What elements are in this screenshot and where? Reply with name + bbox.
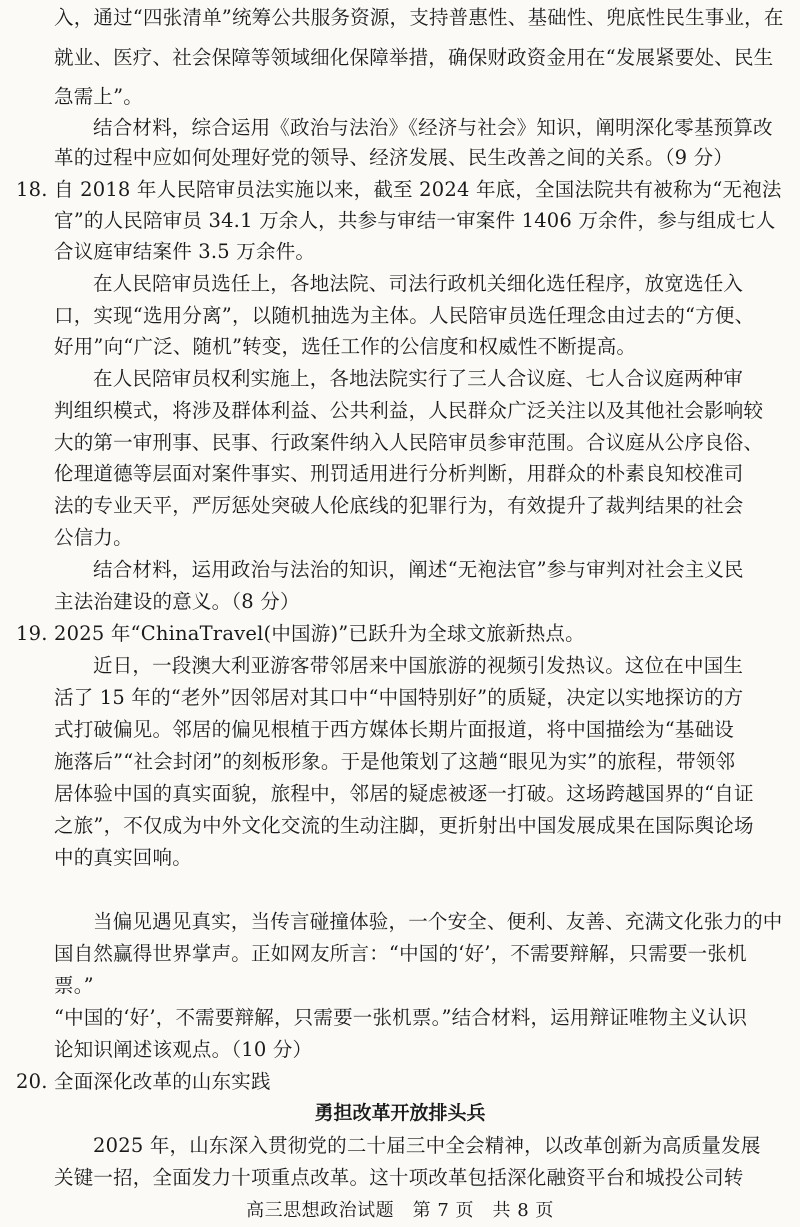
text-line: 2025 年，山东深入贯彻党的二十届三中全会精神，以改革创新为高质量发展 xyxy=(93,1134,761,1157)
page-footer: 高三思想政治试题 第 7 页 共 8 页 xyxy=(246,1200,554,1221)
text-line: 论知识阐述该观点。（10 分） xyxy=(54,1038,313,1061)
text-line: 法的专业天平，严厉惩处突破人伦底线的犯罪行为，有效提升了裁判结果的社会 xyxy=(54,494,744,517)
text-line: 革的过程中应如何处理好党的领导、经济发展、民生改善之间的关系。（9 分） xyxy=(54,146,734,169)
text-line: 式打破偏见。邻居的偏见根植于西方媒体长期片面报道，将中国描绘为“基础设 xyxy=(54,718,734,741)
text-line: 在人民陪审员权利实施上，各地法院实行了三人合议庭、七人合议庭两种审 xyxy=(93,367,744,390)
text-line: 活了 15 年的“老外”因邻居对其口中“中国特别好”的质疑，决定以实地探访的方 xyxy=(54,686,744,709)
text-line: 急需上”。 xyxy=(54,85,143,108)
text-line: 之旅”，不仅成为中外文化交流的生动注脚，更折射出中国发展成果在国际舆论场 xyxy=(54,814,754,837)
text-line: 合议庭审结案件 3.5 万余件。 xyxy=(54,240,316,263)
text-line: 结合材料，综合运用《政治与法治》《经济与社会》知识，阐明深化零基预算改 xyxy=(93,116,773,139)
text-line: 好用”向“广泛、随机”转变，选任工作的公信度和权威性不断提高。 xyxy=(54,335,637,358)
text-line: 结合材料，运用政治与法治的知识，阐述“无袍法官”参与审判对社会主义民 xyxy=(93,558,744,581)
text-line: 施落后”“社会封闭”的刻板形象。于是他策划了这趟“眼见为实”的旅程，带领邻 xyxy=(54,750,736,773)
text-line: 在人民陪审员选任上，各地法院、司法行政机关细化选任程序，放宽选任入 xyxy=(93,272,744,295)
text-line: “中国的‘好’，不需要辩解，只需要一张机票。”结合材料，运用辩证唯物主义认识 xyxy=(54,1006,748,1029)
text-line: 居体验中国的真实面貌，旅程中，邻居的疑虑被逐一打破。这场跨越国界的“自证 xyxy=(54,782,754,805)
text-line: 公信力。 xyxy=(54,526,133,549)
text-line: 大的第一审刑事、民事、行政案件纳入人民陪审员参审范围。合议庭从公序良俗、 xyxy=(54,431,764,454)
text-line: 口，实现“选用分离”，以随机抽选为主体。人民陪审员选任理念由过去的“方便、 xyxy=(54,304,755,327)
text-line: 就业、医疗、社会保障等领域细化保障举措，确保财政资金用在“发展紧要处、民生 xyxy=(54,46,774,69)
text-line: 国自然赢得世界掌声。正如网友所言：“中国的‘好’，不需要辩解，只需要一张机 xyxy=(54,942,747,965)
text-line: 入，通过“四张清单”统筹公共服务资源，支持普惠性、基础性、兜底性民生事业，在 xyxy=(54,6,784,29)
text-line: 伦理道德等层面对案件事实、刑罚适用进行分析判断，用群众的朴素良知校准司 xyxy=(54,462,744,485)
text-line: 当偏见遇见真实，当传言碰撞体验，一个安全、便利、友善、充满文化张力的中 xyxy=(93,910,783,933)
text-line: 中的真实回响。 xyxy=(54,846,192,869)
text-line: 票。” xyxy=(54,974,94,997)
question-18-stem: 18. 自 2018 年人民陪审员法实施以来，截至 2024 年底，全国法院共有被称为“无袍法 xyxy=(16,178,782,201)
text-line: 主法治建设的意义。（8 分） xyxy=(54,590,300,613)
question-20-stem: 20. 全面深化改革的山东实践 xyxy=(16,1070,271,1093)
section-title: 勇担改革开放排头兵 xyxy=(314,1102,486,1124)
question-19-stem: 19. 2025 年“ChinaTravel(中国游)”已跃升为全球文旅新热点。 xyxy=(16,622,585,645)
text-line: 近日，一段澳大利亚游客带邻居来中国旅游的视频引发热议。这位在中国生 xyxy=(93,654,744,677)
text-line: 关键一招，全面发力十项重点改革。这十项改革包括深化融资平台和城投公司转 xyxy=(54,1166,744,1189)
text-line: 判组织模式，将涉及群体利益、公共利益，人民群众广泛关注以及其他社会影响较 xyxy=(54,399,764,422)
text-line: 官”的人民陪审员 34.1 万余人，共参与审结一审案件 1406 万余件，参与组成七人 xyxy=(54,209,776,232)
